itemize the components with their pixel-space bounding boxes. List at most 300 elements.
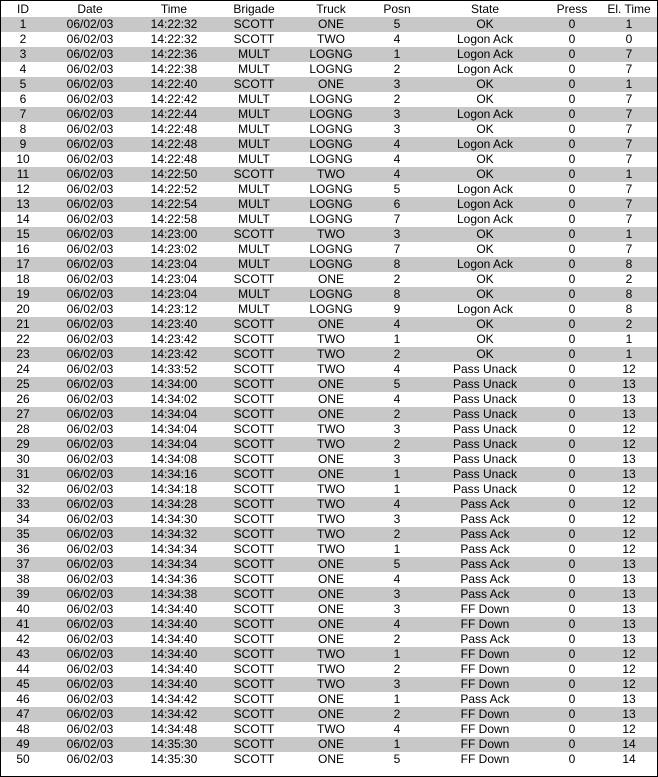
cell-press: 0 — [568, 137, 576, 151]
cell-id: 32 — [16, 482, 30, 496]
table-row — [1, 497, 657, 512]
table-row — [1, 347, 657, 362]
cell-state: Logon Ack — [456, 212, 514, 226]
cell-brigade: SCOTT — [233, 497, 275, 511]
table-row — [1, 92, 657, 107]
cell-press: 0 — [568, 317, 576, 331]
cell-press: 0 — [568, 92, 576, 106]
cell-date: 06/02/03 — [66, 467, 114, 481]
cell-time: 14:34:40 — [150, 602, 198, 616]
cell-id: 18 — [16, 272, 30, 286]
cell-posn: 1 — [393, 482, 401, 496]
cell-state: OK — [476, 17, 494, 31]
cell-press: 0 — [568, 47, 576, 61]
cell-posn: 4 — [393, 362, 401, 376]
cell-id: 44 — [16, 662, 30, 676]
cell-brigade: SCOTT — [233, 467, 275, 481]
cell-posn: 1 — [393, 542, 401, 556]
cell-el-time: 13 — [622, 572, 636, 586]
cell-id: 25 — [16, 377, 30, 391]
cell-press: 0 — [568, 692, 576, 706]
cell-date: 06/02/03 — [66, 62, 114, 76]
cell-posn: 1 — [393, 737, 401, 751]
cell-brigade: SCOTT — [233, 77, 275, 91]
cell-brigade: MULT — [238, 152, 270, 166]
cell-el-time: 13 — [622, 557, 636, 571]
cell-state: Pass Unack — [452, 437, 518, 451]
cell-id: 9 — [19, 137, 27, 151]
cell-state: Logon Ack — [456, 107, 514, 121]
cell-posn: 1 — [393, 47, 401, 61]
cell-time: 14:22:36 — [150, 47, 198, 61]
cell-brigade: MULT — [238, 182, 270, 196]
cell-date: 06/02/03 — [66, 302, 114, 316]
cell-brigade: MULT — [238, 197, 270, 211]
cell-truck: LOGNG — [309, 287, 353, 301]
cell-truck: LOGNG — [309, 212, 353, 226]
cell-brigade: SCOTT — [233, 542, 275, 556]
cell-el-time: 12 — [622, 362, 636, 376]
cell-state: OK — [476, 332, 494, 346]
cell-posn: 4 — [393, 137, 401, 151]
cell-press: 0 — [568, 647, 576, 661]
cell-time: 14:33:52 — [150, 362, 198, 376]
cell-el-time: 13 — [622, 377, 636, 391]
cell-press: 0 — [568, 542, 576, 556]
cell-date: 06/02/03 — [66, 272, 114, 286]
cell-state: Pass Unack — [452, 452, 518, 466]
cell-state: Pass Ack — [460, 542, 510, 556]
cell-brigade: SCOTT — [233, 422, 275, 436]
cell-brigade: MULT — [238, 107, 270, 121]
cell-state: OK — [476, 317, 494, 331]
cell-press: 0 — [568, 572, 576, 586]
event-log-table — [1, 1, 657, 767]
cell-state: FF Down — [460, 617, 510, 631]
cell-state: Logon Ack — [456, 257, 514, 271]
table-row — [1, 17, 657, 32]
cell-time: 14:23:04 — [150, 257, 198, 271]
cell-press: 0 — [568, 407, 576, 421]
cell-posn: 3 — [393, 107, 401, 121]
cell-press: 0 — [568, 617, 576, 631]
cell-time: 14:22:48 — [150, 152, 198, 166]
cell-id: 10 — [16, 152, 30, 166]
cell-press: 0 — [568, 347, 576, 361]
cell-time: 14:23:02 — [150, 242, 198, 256]
cell-posn: 2 — [393, 272, 401, 286]
cell-date: 06/02/03 — [66, 527, 114, 541]
table-row — [1, 62, 657, 77]
cell-truck: TWO — [317, 347, 345, 361]
cell-state: FF Down — [460, 752, 510, 766]
cell-brigade: SCOTT — [233, 227, 275, 241]
cell-state: Pass Unack — [452, 422, 518, 436]
table-row — [1, 167, 657, 182]
column-header-id: ID — [17, 2, 29, 16]
cell-posn: 3 — [393, 227, 401, 241]
cell-time: 14:34:36 — [150, 572, 198, 586]
cell-press: 0 — [568, 392, 576, 406]
cell-time: 14:23:40 — [150, 317, 198, 331]
cell-el-time: 7 — [625, 197, 633, 211]
cell-time: 14:23:04 — [150, 272, 198, 286]
cell-truck: TWO — [317, 647, 345, 661]
cell-brigade: SCOTT — [233, 692, 275, 706]
cell-el-time: 12 — [622, 647, 636, 661]
cell-posn: 5 — [393, 377, 401, 391]
cell-state: Pass Unack — [452, 362, 518, 376]
cell-time: 14:34:00 — [150, 377, 198, 391]
cell-truck: TWO — [317, 542, 345, 556]
cell-id: 47 — [16, 707, 30, 721]
cell-el-time: 1 — [625, 17, 633, 31]
cell-truck: TWO — [317, 167, 345, 181]
cell-posn: 5 — [393, 182, 401, 196]
cell-truck: TWO — [317, 497, 345, 511]
cell-press: 0 — [568, 182, 576, 196]
cell-id: 29 — [16, 437, 30, 451]
cell-press: 0 — [568, 512, 576, 526]
cell-press: 0 — [568, 452, 576, 466]
cell-brigade: SCOTT — [233, 752, 275, 766]
cell-press: 0 — [568, 662, 576, 676]
cell-date: 06/02/03 — [66, 707, 114, 721]
cell-truck: TWO — [317, 437, 345, 451]
cell-el-time: 7 — [625, 62, 633, 76]
cell-truck: TWO — [317, 362, 345, 376]
cell-press: 0 — [568, 212, 576, 226]
cell-id: 50 — [16, 752, 30, 766]
cell-date: 06/02/03 — [66, 257, 114, 271]
cell-id: 41 — [16, 617, 30, 631]
cell-date: 06/02/03 — [66, 17, 114, 31]
cell-press: 0 — [568, 152, 576, 166]
cell-state: Logon Ack — [456, 302, 514, 316]
cell-state: Pass Ack — [460, 572, 510, 586]
cell-brigade: SCOTT — [233, 587, 275, 601]
cell-state: Pass Unack — [452, 467, 518, 481]
cell-posn: 9 — [393, 302, 401, 316]
cell-state: Logon Ack — [456, 182, 514, 196]
cell-press: 0 — [568, 362, 576, 376]
cell-posn: 5 — [393, 17, 401, 31]
cell-brigade: SCOTT — [233, 677, 275, 691]
column-header-posn: Posn — [383, 2, 411, 16]
cell-date: 06/02/03 — [66, 752, 114, 766]
cell-el-time: 12 — [622, 722, 636, 736]
cell-state: Pass Ack — [460, 512, 510, 526]
cell-el-time: 13 — [622, 407, 636, 421]
cell-state: OK — [476, 167, 494, 181]
cell-truck: ONE — [317, 377, 344, 391]
cell-date: 06/02/03 — [66, 737, 114, 751]
cell-posn: 3 — [393, 452, 401, 466]
table-row — [1, 77, 657, 92]
cell-posn: 6 — [393, 197, 401, 211]
cell-press: 0 — [568, 437, 576, 451]
cell-time: 14:34:40 — [150, 647, 198, 661]
cell-truck: ONE — [317, 392, 344, 406]
cell-press: 0 — [568, 497, 576, 511]
table-row — [1, 257, 657, 272]
cell-posn: 2 — [393, 92, 401, 106]
cell-time: 14:34:32 — [150, 527, 198, 541]
cell-id: 15 — [16, 227, 30, 241]
cell-time: 14:34:34 — [150, 557, 198, 571]
cell-el-time: 7 — [625, 212, 633, 226]
cell-truck: ONE — [317, 602, 344, 616]
cell-brigade: SCOTT — [233, 452, 275, 466]
cell-brigade: SCOTT — [233, 482, 275, 496]
cell-id: 5 — [19, 77, 27, 91]
column-header-press: Press — [556, 2, 588, 16]
cell-brigade: SCOTT — [233, 602, 275, 616]
cell-brigade: SCOTT — [233, 527, 275, 541]
cell-brigade: SCOTT — [233, 377, 275, 391]
cell-brigade: SCOTT — [233, 272, 275, 286]
cell-el-time: 1 — [625, 332, 633, 346]
cell-posn: 3 — [393, 77, 401, 91]
cell-date: 06/02/03 — [66, 662, 114, 676]
cell-date: 06/02/03 — [66, 227, 114, 241]
cell-el-time: 12 — [622, 482, 636, 496]
cell-posn: 2 — [393, 527, 401, 541]
cell-posn: 3 — [393, 677, 401, 691]
cell-time: 14:34:40 — [150, 662, 198, 676]
cell-date: 06/02/03 — [66, 347, 114, 361]
cell-el-time: 12 — [622, 497, 636, 511]
cell-date: 06/02/03 — [66, 212, 114, 226]
cell-el-time: 13 — [622, 632, 636, 646]
table-row — [1, 512, 657, 527]
cell-state: Logon Ack — [456, 197, 514, 211]
cell-time: 14:35:30 — [150, 752, 198, 766]
cell-posn: 4 — [393, 32, 401, 46]
cell-el-time: 1 — [625, 227, 633, 241]
cell-press: 0 — [568, 737, 576, 751]
cell-brigade: MULT — [238, 47, 270, 61]
cell-id: 12 — [16, 182, 30, 196]
cell-id: 42 — [16, 632, 30, 646]
cell-state: FF Down — [460, 677, 510, 691]
cell-state: FF Down — [460, 602, 510, 616]
cell-state: Pass Ack — [460, 632, 510, 646]
cell-press: 0 — [568, 422, 576, 436]
cell-date: 06/02/03 — [66, 587, 114, 601]
cell-id: 34 — [16, 512, 30, 526]
cell-id: 21 — [16, 317, 30, 331]
cell-posn: 3 — [393, 587, 401, 601]
cell-time: 14:22:48 — [150, 122, 198, 136]
cell-posn: 8 — [393, 257, 401, 271]
cell-el-time: 13 — [622, 707, 636, 721]
cell-truck: LOGNG — [309, 122, 353, 136]
cell-posn: 3 — [393, 512, 401, 526]
cell-press: 0 — [568, 602, 576, 616]
table-row — [1, 572, 657, 587]
cell-truck: LOGNG — [309, 257, 353, 271]
cell-el-time: 7 — [625, 137, 633, 151]
cell-posn: 2 — [393, 62, 401, 76]
cell-state: FF Down — [460, 737, 510, 751]
cell-date: 06/02/03 — [66, 362, 114, 376]
cell-truck: LOGNG — [309, 242, 353, 256]
cell-date: 06/02/03 — [66, 197, 114, 211]
cell-press: 0 — [568, 482, 576, 496]
table-row — [1, 602, 657, 617]
cell-el-time: 13 — [622, 392, 636, 406]
cell-date: 06/02/03 — [66, 542, 114, 556]
cell-truck: ONE — [317, 272, 344, 286]
cell-posn: 1 — [393, 332, 401, 346]
cell-date: 06/02/03 — [66, 647, 114, 661]
cell-time: 14:34:48 — [150, 722, 198, 736]
cell-truck: ONE — [317, 632, 344, 646]
cell-id: 37 — [16, 557, 30, 571]
cell-state: Logon Ack — [456, 47, 514, 61]
table-row — [1, 362, 657, 377]
cell-id: 48 — [16, 722, 30, 736]
cell-state: OK — [476, 287, 494, 301]
cell-date: 06/02/03 — [66, 452, 114, 466]
cell-brigade: MULT — [238, 287, 270, 301]
table-row — [1, 137, 657, 152]
cell-id: 4 — [19, 62, 27, 76]
cell-posn: 3 — [393, 122, 401, 136]
cell-brigade: SCOTT — [233, 437, 275, 451]
cell-press: 0 — [568, 527, 576, 541]
cell-truck: TWO — [317, 722, 345, 736]
cell-posn: 4 — [393, 617, 401, 631]
cell-date: 06/02/03 — [66, 332, 114, 346]
cell-date: 06/02/03 — [66, 407, 114, 421]
cell-id: 14 — [16, 212, 30, 226]
table-row — [1, 377, 657, 392]
cell-posn: 4 — [393, 317, 401, 331]
cell-id: 43 — [16, 647, 30, 661]
table-row — [1, 197, 657, 212]
table-row — [1, 182, 657, 197]
table-row — [1, 152, 657, 167]
cell-truck: ONE — [317, 587, 344, 601]
cell-time: 14:22:32 — [150, 17, 198, 31]
table-row — [1, 437, 657, 452]
cell-press: 0 — [568, 467, 576, 481]
cell-id: 40 — [16, 602, 30, 616]
cell-press: 0 — [568, 557, 576, 571]
cell-id: 31 — [16, 467, 30, 481]
cell-el-time: 7 — [625, 92, 633, 106]
cell-el-time: 1 — [625, 77, 633, 91]
cell-brigade: MULT — [238, 242, 270, 256]
table-row — [1, 617, 657, 632]
cell-date: 06/02/03 — [66, 92, 114, 106]
table-row — [1, 647, 657, 662]
cell-id: 13 — [16, 197, 30, 211]
cell-el-time: 2 — [625, 317, 633, 331]
cell-date: 06/02/03 — [66, 677, 114, 691]
cell-id: 7 — [19, 107, 27, 121]
cell-time: 14:23:00 — [150, 227, 198, 241]
cell-state: FF Down — [460, 662, 510, 676]
cell-el-time: 1 — [625, 347, 633, 361]
table-row — [1, 452, 657, 467]
cell-time: 14:34:04 — [150, 422, 198, 436]
cell-truck: ONE — [317, 752, 344, 766]
cell-brigade: SCOTT — [233, 557, 275, 571]
table-row — [1, 47, 657, 62]
cell-truck: TWO — [317, 332, 345, 346]
cell-id: 28 — [16, 422, 30, 436]
cell-posn: 5 — [393, 557, 401, 571]
cell-state: FF Down — [460, 707, 510, 721]
cell-el-time: 7 — [625, 47, 633, 61]
cell-date: 06/02/03 — [66, 317, 114, 331]
cell-date: 06/02/03 — [66, 167, 114, 181]
cell-brigade: SCOTT — [233, 407, 275, 421]
cell-id: 35 — [16, 527, 30, 541]
table-row — [1, 677, 657, 692]
cell-posn: 1 — [393, 467, 401, 481]
cell-truck: ONE — [317, 692, 344, 706]
table-row — [1, 692, 657, 707]
cell-date: 06/02/03 — [66, 692, 114, 706]
cell-el-time: 7 — [625, 242, 633, 256]
cell-press: 0 — [568, 62, 576, 76]
cell-id: 46 — [16, 692, 30, 706]
cell-press: 0 — [568, 332, 576, 346]
cell-el-time: 13 — [622, 452, 636, 466]
cell-state: OK — [476, 227, 494, 241]
table-row — [1, 482, 657, 497]
cell-date: 06/02/03 — [66, 572, 114, 586]
cell-posn: 4 — [393, 572, 401, 586]
cell-brigade: SCOTT — [233, 362, 275, 376]
cell-time: 14:34:42 — [150, 692, 198, 706]
cell-id: 49 — [16, 737, 30, 751]
cell-press: 0 — [568, 707, 576, 721]
cell-state: Pass Ack — [460, 557, 510, 571]
column-header-el-time: El. Time — [607, 2, 651, 16]
cell-el-time: 14 — [622, 752, 636, 766]
cell-id: 45 — [16, 677, 30, 691]
cell-time: 14:22:40 — [150, 77, 198, 91]
cell-press: 0 — [568, 107, 576, 121]
cell-el-time: 12 — [622, 512, 636, 526]
cell-el-time: 12 — [622, 677, 636, 691]
cell-press: 0 — [568, 272, 576, 286]
cell-date: 06/02/03 — [66, 152, 114, 166]
cell-posn: 2 — [393, 632, 401, 646]
table-row — [1, 737, 657, 752]
cell-truck: LOGNG — [309, 107, 353, 121]
cell-brigade: SCOTT — [233, 392, 275, 406]
table-row — [1, 392, 657, 407]
cell-time: 14:34:42 — [150, 707, 198, 721]
cell-truck: TWO — [317, 422, 345, 436]
table-row — [1, 662, 657, 677]
cell-time: 14:34:38 — [150, 587, 198, 601]
cell-date: 06/02/03 — [66, 422, 114, 436]
cell-truck: TWO — [317, 32, 345, 46]
cell-press: 0 — [568, 227, 576, 241]
cell-truck: TWO — [317, 512, 345, 526]
cell-time: 14:22:42 — [150, 92, 198, 106]
cell-el-time: 7 — [625, 122, 633, 136]
cell-id: 8 — [19, 122, 27, 136]
cell-date: 06/02/03 — [66, 32, 114, 46]
